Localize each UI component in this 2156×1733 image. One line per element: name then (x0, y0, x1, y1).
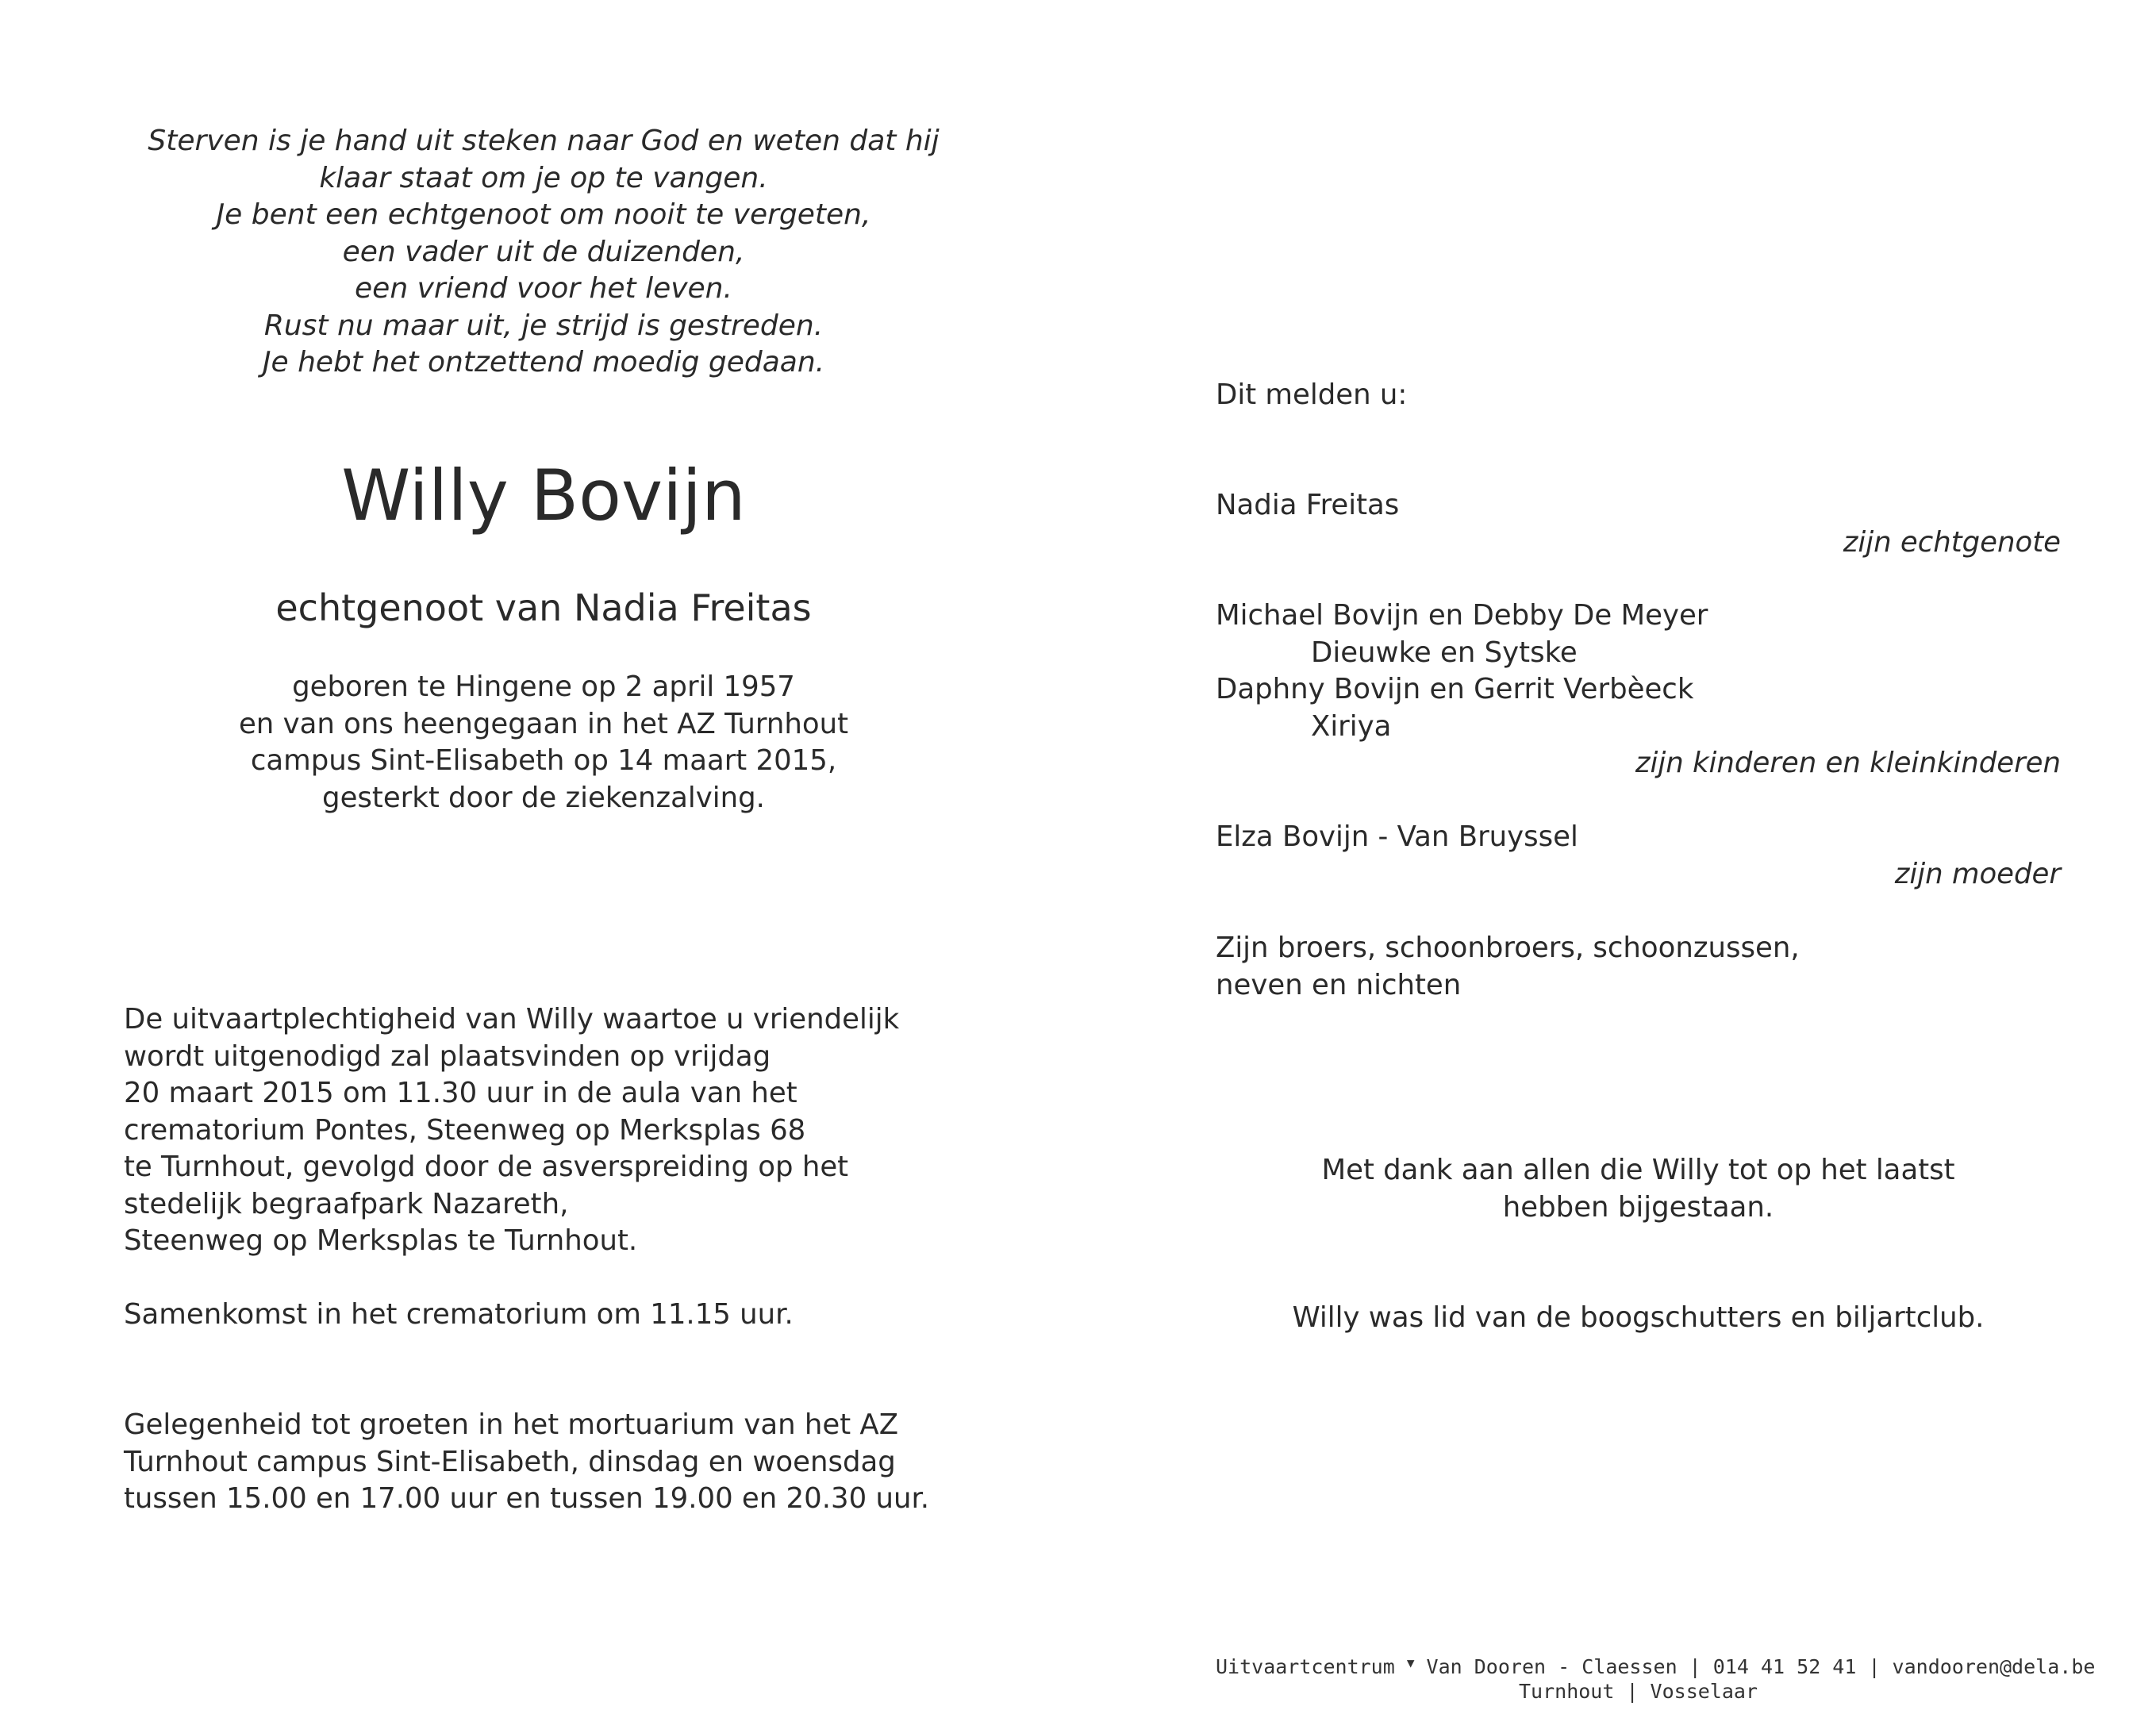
footer-line-1 (1216, 1650, 2096, 1679)
footer-company-prefix: Uitvaartcentrum (1216, 1655, 1395, 1678)
viewing-line: Gelegenheid tot groeten in het mortuarium van het AZ (124, 1408, 899, 1441)
viewing-info (124, 1407, 1028, 1518)
family-name: Michael Bovijn en Debby De Meyer (1216, 599, 1708, 632)
poem-line: Rust nu maar uit, je strijd is gestreden. (263, 309, 824, 342)
family-name: Elza Bovijn - Van Bruyssel (1216, 820, 1578, 853)
deceased-name: Willy Bovijn (341, 455, 746, 536)
family-name: neven en nichten (1216, 968, 1462, 1001)
funeral-line: stedelijk begraafpark Nazareth, (124, 1187, 569, 1220)
family-group-children (1216, 598, 2061, 782)
family-group-siblings (1216, 930, 2061, 1004)
family-name: Daphny Bovijn en Gerrit Verbèeck (1216, 673, 1694, 705)
poem-line: Je bent een echtgenoot om nooit te vergeten, (216, 198, 871, 231)
birth-line: campus Sint-Elisabeth op 14 maart 2015, (250, 744, 837, 777)
birth-line: geboren te Hingene op 2 april 1957 (292, 671, 795, 703)
grandchildren-names: Xiriya (1311, 709, 1392, 743)
funeral-line: Steenweg op Merksplas te Turnhout. (124, 1224, 638, 1257)
viewing-line: tussen 15.00 en 17.00 uur en tussen 19.00 en 20.30 uur. (124, 1482, 930, 1515)
announcement-heading: Dit melden u: (1216, 378, 1408, 411)
relation-label: zijn moeder (1894, 857, 2061, 890)
funeral-line: wordt uitgenodigd zal plaatsvinden op vrijdag (124, 1039, 771, 1073)
birth-details (95, 669, 992, 817)
family-group-spouse (1216, 487, 2061, 561)
relation-label: zijn kinderen en kleinkinderen (1635, 747, 2061, 779)
footer-contact: Van Dooren - Claessen | 014 41 52 41 | vandooren@dela.be (1426, 1655, 2096, 1678)
family-name: Zijn broers, schoonbroers, schoonzussen, (1216, 932, 1800, 964)
footer-locations: Turnhout | Vosselaar (1518, 1680, 1758, 1703)
membership-note: Willy was lid van de boogschutters en biljartclub. (1292, 1301, 1985, 1334)
thanks-message (1216, 1152, 2061, 1226)
gathering-info: Samenkomst in het crematorium om 11.15 uur. (124, 1298, 794, 1331)
poem-line: Sterven is je hand uit steken naar God en weten dat hij (148, 125, 940, 157)
spouse-line: echtgenoot van Nadia Freitas (275, 586, 812, 629)
funeral-line: crematorium Pontes, Steenweg op Merksplas 68 (124, 1113, 806, 1147)
family-name: Nadia Freitas (1216, 489, 1400, 521)
triangle-mark-icon: ▼ (1406, 1655, 1415, 1670)
poem-line: klaar staat om je op te vangen. (319, 161, 768, 194)
funeral-line: De uitvaartplechtigheid van Willy waartoe u vriendelijk (124, 1003, 900, 1036)
funeral-line: te Turnhout, gevolgd door de asverspreiding op het (124, 1151, 849, 1183)
birth-line: en van ons heengegaan in het AZ Turnhout (238, 707, 849, 740)
relation-label: zijn echtgenote (1843, 525, 2061, 559)
poem (95, 123, 992, 382)
birth-line: gesterkt door de ziekenzalving. (322, 781, 765, 814)
funeral-home-footer (1216, 1650, 2096, 1704)
viewing-line: Turnhout campus Sint-Elisabeth, dinsdag en woensdag (124, 1445, 896, 1478)
poem-line: een vriend voor het leven. (355, 272, 732, 305)
funeral-info (124, 1001, 1028, 1260)
funeral-line: 20 maart 2015 om 11.30 uur in de aula van het (124, 1077, 797, 1109)
poem-line: een vader uit de duizenden, (342, 235, 745, 268)
thanks-line: hebben bijgestaan. (1502, 1190, 1774, 1224)
poem-line: Je hebt het ontzettend moedig gedaan. (262, 346, 825, 378)
grandchildren-names: Dieuwke en Sytske (1311, 636, 1578, 669)
thanks-line: Met dank aan allen die Willy tot op het laatst (1321, 1154, 1955, 1186)
family-group-mother (1216, 819, 2061, 893)
